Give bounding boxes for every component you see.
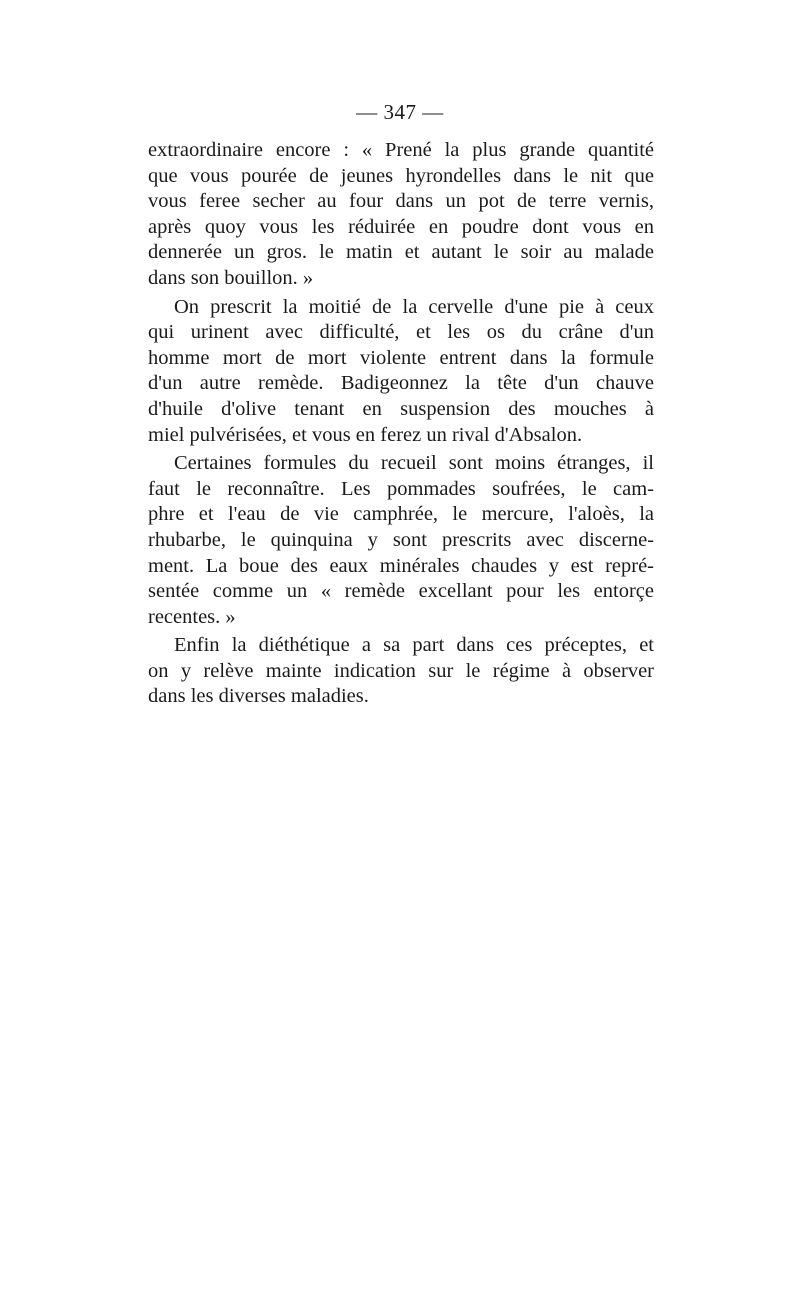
text-line: qui urinent avec difficulté, et les os du crâne d'un [148,321,654,344]
text-line: que vous pourée de jeunes hyrondelles dans le nit que [148,164,654,187]
text-line: dennerée un gros. le matin et autant le soir au malade [148,241,654,264]
text-line: sentée comme un « remède excellant pour les entorçe [148,580,654,603]
text-line: ment. La boue des eaux minérales chaudes y est repré- [148,554,654,577]
text-line: Certaines formules du recueil sont moins étranges, il [174,452,654,475]
text-line: on y relève mainte indication sur le régime à observer [148,659,654,682]
text-line: recentes. » [148,605,236,628]
text-line: Enfin la diéthétique a sa part dans ces préceptes, et [174,634,654,657]
text-line: après quoy vous les réduirée en poudre dont vous en [148,215,654,238]
text-line: homme mort de mort violente entrent dans la formule [148,346,654,369]
page-number: — 347 — [356,100,444,124]
paragraph [148,295,654,449]
paragraph [148,138,654,292]
text-line: On prescrit la moitié de la cervelle d'une pie à ceux [174,295,654,318]
text-line: rhubarbe, le quinquina y sont prescrits avec discerne- [148,528,654,551]
text-line: phre et l'eau de vie camphrée, le mercure, l'aloès, la [148,503,654,526]
text-line: d'huile d'olive tenant en suspension des mouches à [148,397,654,420]
text-line: d'un autre remède. Badigeonnez la tête d'un chauve [148,372,654,395]
body-text [148,138,654,710]
paragraph [148,633,654,710]
text-line: dans les diverses maladies. [148,685,369,708]
text-line: miel pulvérisées, et vous en ferez un rival d'Absalon. [148,423,583,446]
text-line: vous feree secher au four dans un pot de terre vernis, [148,190,654,213]
text-line: dans son bouillon. » [148,266,314,289]
paragraph [148,451,654,630]
text-line: extraordinaire encore : « Prené la plus grande quantité [148,139,654,161]
text-line: faut le reconnaître. Les pommades soufrées, le cam- [148,477,654,500]
